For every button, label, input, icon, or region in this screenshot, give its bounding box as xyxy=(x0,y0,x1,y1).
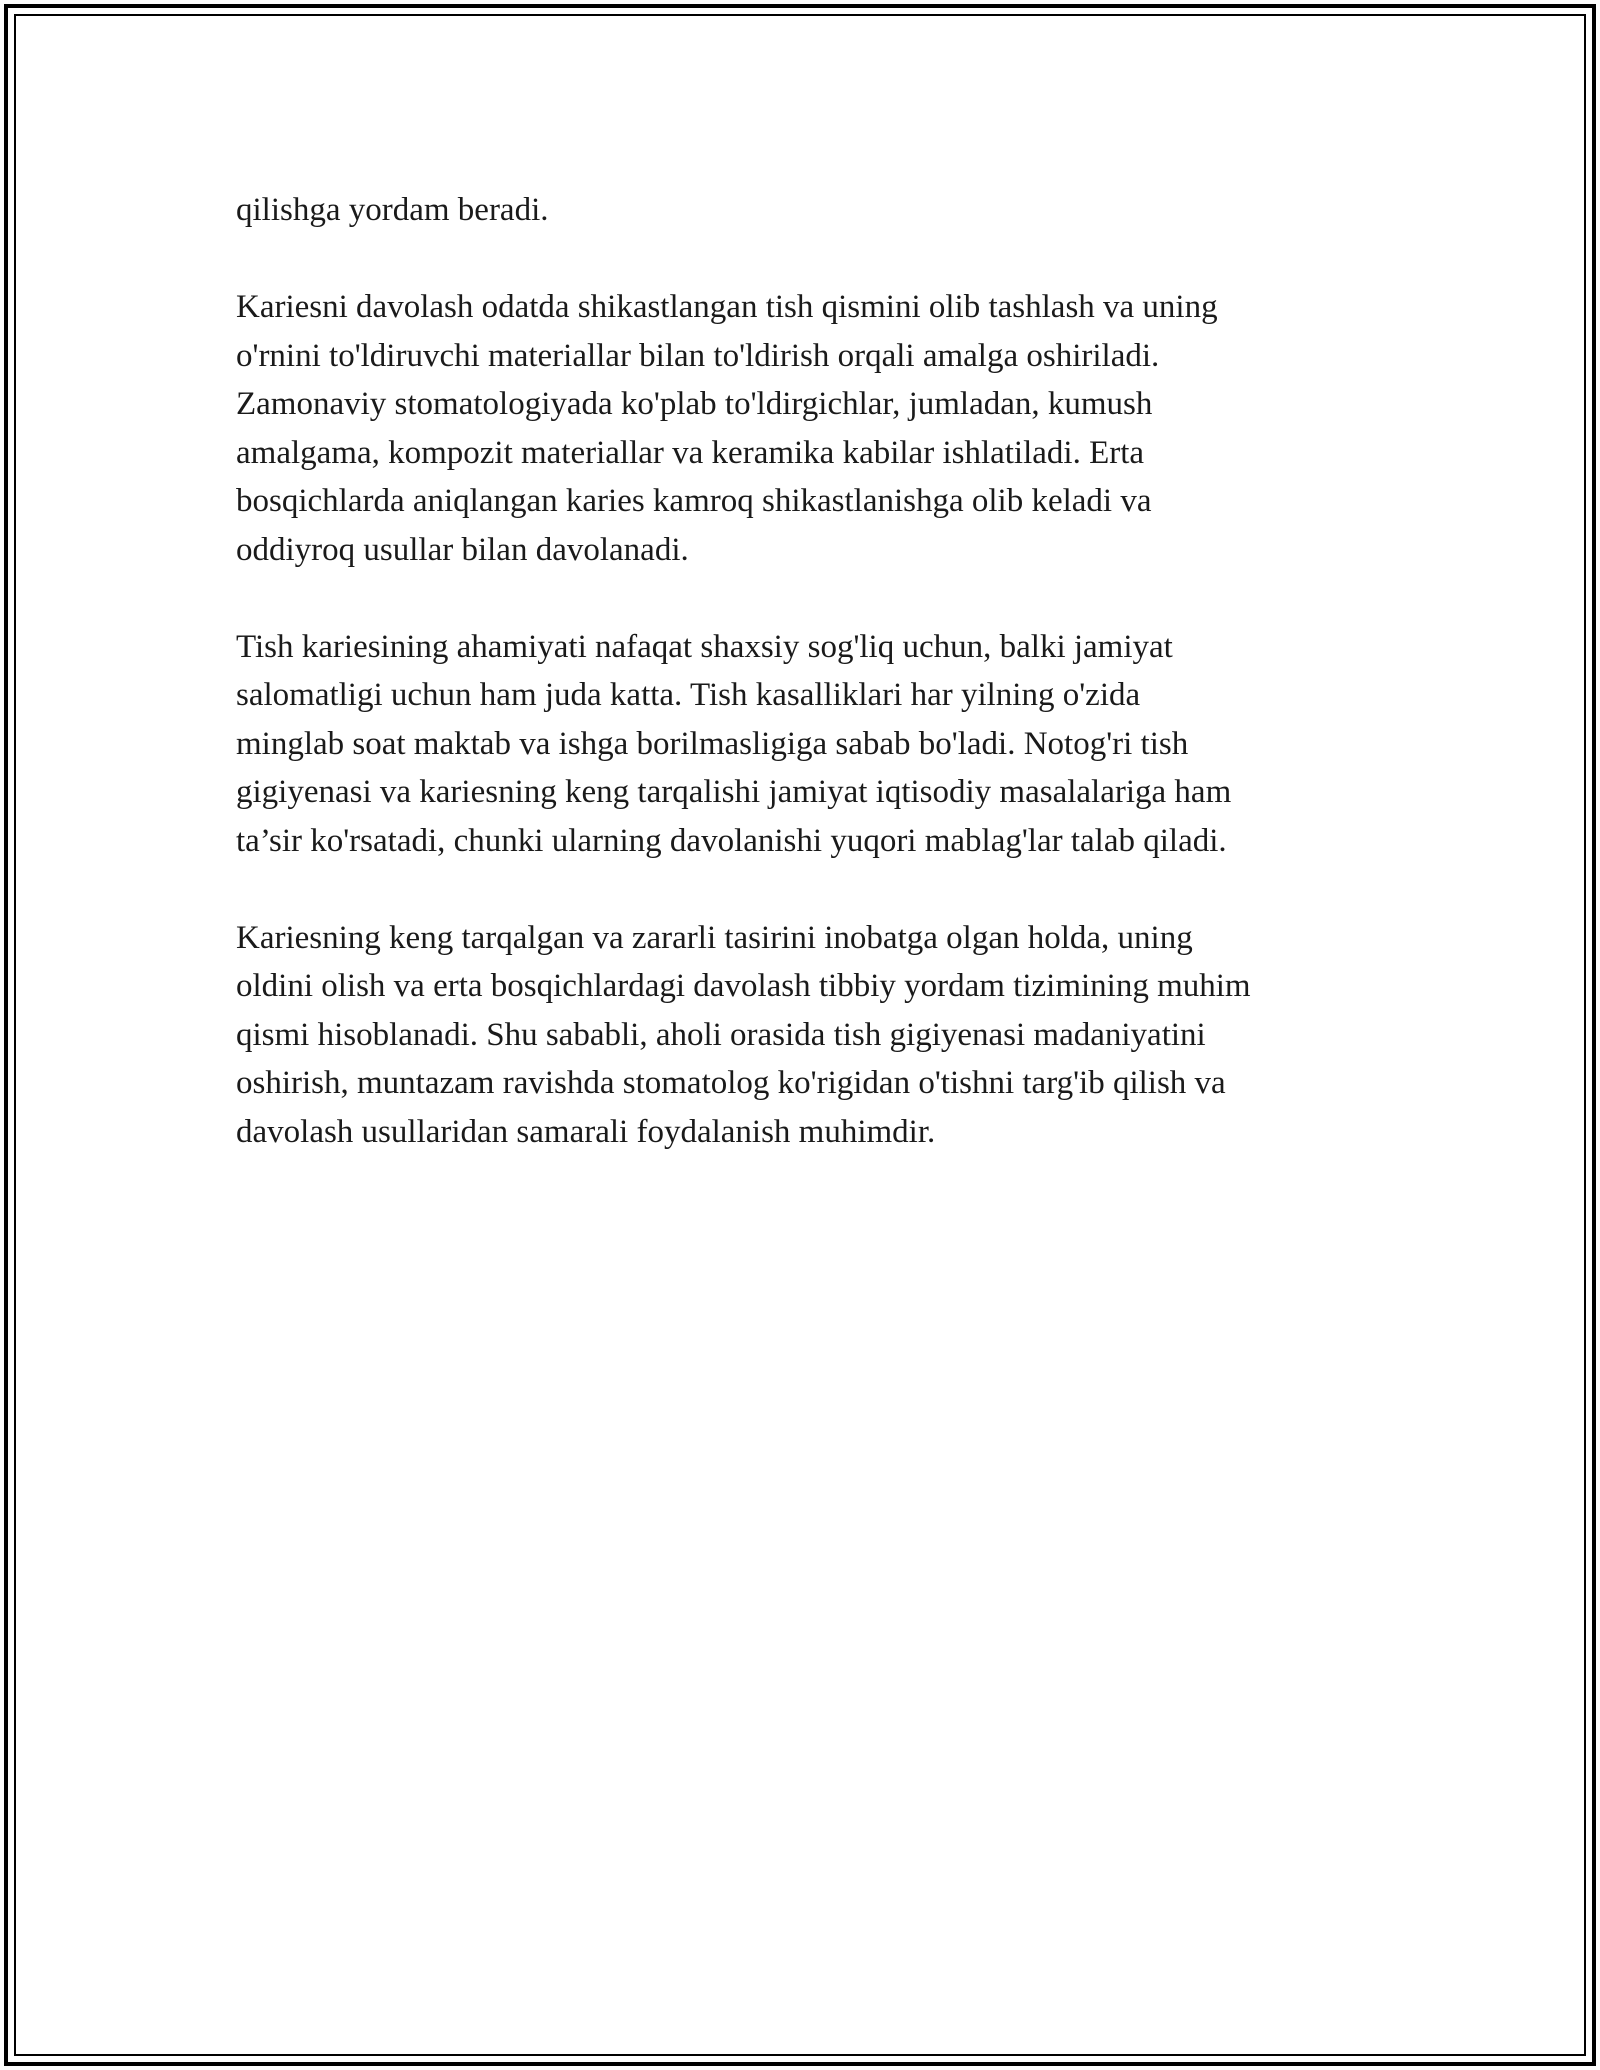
document-body xyxy=(236,186,1386,1205)
paragraph-2: Kariesni davolash odatda shikastlangan tish qismini olib tashlash va uning o'rnini to'ldiruvchi materiallar bilan to'ldirish orqali amalga oshiriladi. Zamonaviy stomatologiyada ko'plab to'ldirgichlar, jumladan, kumush amalgama, kompozit materiallar va keramika kabilar ishlatiladi. Erta bosqichlarda aniqlangan karies kamroq shikastlanishga olib keladi va oddiyroq usullar bilan davolanadi. xyxy=(236,289,1218,568)
paragraph-3: Tish kariesining ahamiyati nafaqat shaxsiy sog'liq uchun, balki jamiyat salomatligi uchun ham juda katta. Tish kasalliklari har yilning o'zida minglab soat maktab va ishga borilmasligiga sabab bo'ladi. Notog'ri tish gigiyenasi va kariesning keng tarqalishi jamiyat iqtisodiy masalalariga ham ta’sir ko'rsatadi, chunki ularning davolanishi yuqori mablag'lar talab qiladi. xyxy=(236,628,1232,859)
paragraph-4: Kariesning keng tarqalgan va zararli tasirini inobatga olgan holda, uning oldini olish va erta bosqichlardagi davolash tibbiy yordam tizimining muhim qismi hisoblanadi. Shu sababli, aholi orasida tish gigiyenasi madaniyatini oshirish, muntazam ravishda stomatolog ko'rigidan o'tishni targ'ib qilish va davolash usullaridan samarali foydalanish muhimdir. xyxy=(236,919,1251,1150)
paragraph-1: qilishga yordam beradi. xyxy=(236,192,549,228)
